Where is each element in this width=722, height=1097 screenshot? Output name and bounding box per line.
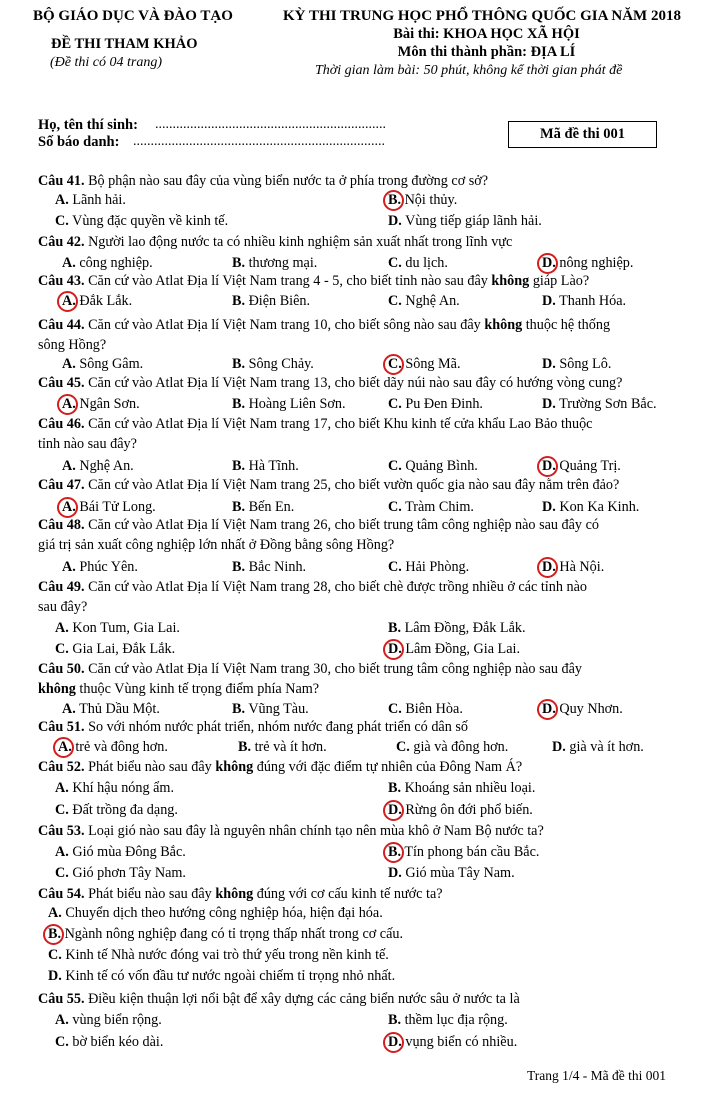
question-53-option-c[interactable] [55, 864, 186, 882]
question-52-number: Câu 52. [38, 759, 85, 775]
option-text: Sông Gâm. [79, 356, 144, 372]
option-letter: C. [55, 213, 69, 229]
option-text: thềm lục địa rộng. [404, 1012, 508, 1028]
option-letter: A. [62, 255, 76, 271]
option-text: trẻ và ít hơn. [254, 739, 327, 755]
question-48-number: Câu 48. [38, 517, 85, 533]
question-53-option-a[interactable] [55, 843, 186, 861]
question-46-stem [38, 415, 592, 433]
question-48-option-c[interactable] [388, 558, 469, 576]
option-letter: A. [55, 1012, 69, 1028]
answer-mark-circle [537, 456, 558, 477]
ministry-name: BỘ GIÁO DỤC VÀ ĐÀO TẠO [33, 8, 233, 24]
option-letter: B. [388, 1012, 402, 1028]
option-letter: B. [388, 780, 402, 796]
option-text: Trường Sơn Bắc. [559, 396, 657, 412]
question-45-option-c[interactable] [388, 395, 483, 413]
question-45-number: Câu 45. [38, 375, 85, 391]
option-text: Vùng tiếp giáp lãnh hải. [405, 213, 542, 229]
option-letter: C. [48, 947, 62, 963]
question-43-option-c[interactable] [388, 292, 460, 310]
question-54-option-d[interactable] [48, 967, 395, 985]
question-51-option-d[interactable] [552, 738, 644, 756]
option-letter: A. [62, 701, 76, 717]
option-letter: D. [388, 865, 402, 881]
question-54-option-c[interactable] [48, 946, 389, 964]
candidate-id-dots[interactable]: ........................................................................ [133, 134, 385, 149]
answer-mark-circle [383, 842, 404, 863]
option-letter: A. [55, 620, 69, 636]
question-41-option-a[interactable] [55, 191, 126, 209]
option-text: bờ biển kéo dài. [72, 1034, 164, 1050]
option-text: vụng biển có nhiều. [405, 1034, 518, 1050]
question-43-stem [38, 272, 589, 290]
answer-mark-circle [383, 800, 404, 821]
answer-mark-circle [383, 354, 404, 375]
question-55-stem [38, 990, 520, 1008]
option-text: Khí hậu nóng ẩm. [72, 780, 175, 796]
option-letter: D. [542, 356, 556, 372]
option-letter: B. [232, 499, 246, 515]
option-text: Vùng đặc quyền về kinh tế. [72, 213, 229, 229]
question-43-text-2: giáp Lào? [532, 273, 590, 289]
option-text: du lịch. [405, 255, 448, 271]
option-text: Thanh Hóa. [559, 293, 627, 309]
option-text: Hải Phòng. [405, 559, 470, 575]
question-42-option-c[interactable] [388, 254, 448, 272]
question-49-number: Câu 49. [38, 579, 85, 595]
option-text: Lãnh hải. [72, 192, 126, 208]
question-50-stem-line2 [38, 680, 319, 698]
option-letter: D. [542, 458, 556, 474]
option-letter: A. [62, 356, 76, 372]
question-44-text: Căn cứ vào Atlat Địa lí Việt Nam trang 10, cho biết sông nào sau đây [88, 317, 481, 333]
option-letter: A. [55, 192, 69, 208]
candidate-name-dots[interactable]: .................................................................. [155, 117, 386, 132]
question-45-option-b[interactable] [232, 395, 346, 413]
answer-mark-circle [57, 291, 78, 312]
option-letter: C. [55, 1034, 69, 1050]
option-letter: A. [58, 739, 72, 755]
option-letter: B. [388, 844, 402, 860]
question-41-option-c[interactable] [55, 212, 228, 230]
question-53-number: Câu 53. [38, 823, 85, 839]
option-letter: C. [396, 739, 410, 755]
question-41-option-d[interactable] [388, 212, 542, 230]
option-text: Kon Ka Kinh. [559, 499, 640, 515]
option-letter: C. [55, 802, 69, 818]
option-letter: B. [388, 192, 402, 208]
option-text: Vũng Tàu. [248, 701, 309, 717]
question-42-text: Người lao động nước ta có nhiều kinh nghiệm sản xuất nhất trong lĩnh vực [88, 234, 513, 250]
exam-label: Bài thi: KHOA HỌC XÃ HỘI [393, 26, 580, 42]
candidate-id-label: Số báo danh: [38, 134, 120, 150]
option-text: Điện Biên. [248, 293, 311, 309]
question-50-text-2: thuộc Vùng kinh tế trọng điểm phía Nam? [79, 681, 320, 697]
question-46-number: Câu 46. [38, 416, 85, 432]
question-44-number: Câu 44. [38, 317, 85, 333]
question-49-option-a[interactable] [55, 619, 180, 637]
option-letter: C. [388, 293, 402, 309]
option-letter: B. [232, 458, 246, 474]
question-51-option-c[interactable] [396, 738, 508, 756]
question-48-stem-line2: giá trị sản xuất công nghiệp lớn nhất ở Đồng bằng sông Hồng? [38, 537, 395, 553]
page-count: (Đề thi có 04 trang) [50, 55, 162, 70]
option-text: Ngân Sơn. [79, 396, 140, 412]
option-letter: C. [388, 396, 402, 412]
question-53-option-d[interactable] [388, 864, 515, 882]
question-43-emphasis: không [491, 273, 530, 289]
option-text: Nghệ An. [405, 293, 460, 309]
question-55-option-d[interactable] [388, 1033, 517, 1051]
question-54-stem [38, 885, 443, 903]
option-text: Ngành nông nghiệp đang có tỉ trọng thấp nhất trong cơ cấu. [64, 926, 404, 942]
option-text: Hoàng Liên Sơn. [248, 396, 346, 412]
question-46-text: Căn cứ vào Atlat Địa lí Việt Nam trang 17, cho biết Khu kinh tế cửa khẩu Lao Bảo thuộc [88, 416, 593, 432]
option-letter: B. [232, 255, 246, 271]
question-47-text: Căn cứ vào Atlat Địa lí Việt Nam trang 25, cho biết vườn quốc gia nào sau đây nằm trên đảo? [88, 477, 620, 493]
question-54-option-a[interactable] [48, 904, 383, 922]
question-44-option-b[interactable] [232, 355, 314, 373]
question-46-option-a[interactable] [62, 457, 134, 475]
option-letter: A. [55, 780, 69, 796]
question-49-option-d[interactable] [388, 640, 520, 658]
question-49-option-c[interactable] [55, 640, 175, 658]
answer-mark-circle [43, 924, 64, 945]
question-50-number: Câu 50. [38, 661, 85, 677]
option-text: Sông Chảy. [248, 356, 314, 372]
question-42-stem [38, 233, 512, 251]
option-letter: C. [388, 701, 402, 717]
option-text: Nội thủy. [404, 192, 458, 208]
answer-mark-circle [537, 699, 558, 720]
question-52-text-2: đúng với đặc điểm tự nhiên của Đông Nam Á? [256, 759, 523, 775]
question-46-option-b[interactable] [232, 457, 299, 475]
page-footer: Trang 1/4 - Mã đề thi 001 [527, 1068, 666, 1083]
option-text: Sông Lô. [559, 356, 612, 372]
question-54-emphasis: không [215, 886, 254, 902]
question-50-option-b[interactable] [232, 700, 309, 718]
option-letter: A. [48, 905, 62, 921]
option-letter: B. [232, 293, 246, 309]
option-text: Kinh tế có vốn đầu tư nước ngoài chiếm tỉ trọng nhỏ nhất. [65, 968, 396, 984]
option-letter: B. [388, 620, 402, 636]
option-text: Nghệ An. [79, 458, 134, 474]
question-51-option-b[interactable] [238, 738, 327, 756]
question-52-emphasis: không [215, 759, 254, 775]
question-47-option-c[interactable] [388, 498, 474, 516]
option-letter: D. [542, 499, 556, 515]
option-letter: C. [388, 255, 402, 271]
question-52-option-a[interactable] [55, 779, 174, 797]
question-53-stem [38, 822, 544, 840]
option-letter: A. [62, 499, 76, 515]
question-52-stem [38, 758, 522, 776]
exam-time: Thời gian làm bài: 50 phút, không kể thời gian phát đề [315, 63, 623, 78]
option-letter: D. [552, 739, 566, 755]
question-42-option-a[interactable] [62, 254, 153, 272]
option-text: Sông Mã. [405, 356, 461, 372]
question-46-option-c[interactable] [388, 457, 478, 475]
option-text: Biên Hòa. [405, 701, 463, 717]
option-text: Lâm Đồng, Đắk Lắk. [404, 620, 526, 636]
option-text: Kinh tế Nhà nước đóng vai trò thứ yếu trong nền kinh tế. [65, 947, 389, 963]
option-text: Thủ Dầu Một. [79, 701, 160, 717]
question-50-stem [38, 660, 582, 678]
option-letter: B. [232, 396, 246, 412]
question-47-number: Câu 47. [38, 477, 85, 493]
question-54-number: Câu 54. [38, 886, 85, 902]
option-letter: B. [48, 926, 62, 942]
exam-title: KỲ THI TRUNG HỌC PHỔ THÔNG QUỐC GIA NĂM 2018 [283, 8, 681, 24]
option-text: Hà Tĩnh. [248, 458, 299, 474]
question-54-text: Phát biểu nào sau đây [88, 886, 212, 902]
option-text: Quảng Bình. [405, 458, 478, 474]
question-51-number: Câu 51. [38, 719, 85, 735]
option-letter: A. [62, 559, 76, 575]
question-49-option-b[interactable] [388, 619, 526, 637]
question-55-option-a[interactable] [55, 1011, 162, 1029]
question-48-stem [38, 516, 599, 534]
option-text: Bắc Ninh. [248, 559, 307, 575]
option-text: già và ít hơn. [569, 739, 644, 755]
question-45-stem [38, 374, 622, 392]
option-letter: A. [62, 293, 76, 309]
question-44-emphasis: không [484, 317, 523, 333]
option-text: công nghiệp. [79, 255, 153, 271]
question-49-text: Căn cứ vào Atlat Địa lí Việt Nam trang 28, cho biết chè được trồng nhiều ở các tỉnh nào [88, 579, 587, 595]
answer-mark-circle [57, 394, 78, 415]
question-44-option-a[interactable] [62, 355, 143, 373]
question-41-text: Bộ phận nào sau đây của vùng biển nước ta ở phía trong đường cơ sở? [88, 173, 489, 189]
option-letter: D. [388, 641, 402, 657]
question-48-text: Căn cứ vào Atlat Địa lí Việt Nam trang 26, cho biết trung tâm công nghiệp nào sau đây có [88, 517, 599, 533]
question-48-option-b[interactable] [232, 558, 306, 576]
option-text: Gió mùa Đông Bắc. [72, 844, 186, 860]
option-letter: D. [48, 968, 62, 984]
question-44-option-d[interactable] [542, 355, 611, 373]
question-52-text: Phát biểu nào sau đây [88, 759, 212, 775]
option-letter: D. [542, 396, 556, 412]
question-44-stem [38, 316, 610, 334]
option-letter: C. [55, 641, 69, 657]
option-text: vùng biển rộng. [72, 1012, 162, 1028]
question-49-stem [38, 578, 587, 596]
option-text: Tràm Chim. [405, 499, 474, 515]
option-text: Gia Lai, Đắk Lắk. [72, 641, 176, 657]
option-letter: D. [388, 1034, 402, 1050]
option-text: Gió phơn Tây Nam. [72, 865, 186, 881]
answer-mark-circle [53, 737, 74, 758]
option-text: già và đông hơn. [413, 739, 509, 755]
option-letter: A. [55, 844, 69, 860]
question-41-stem [38, 172, 488, 190]
question-55-option-b[interactable] [388, 1011, 508, 1029]
option-letter: D. [388, 802, 402, 818]
option-letter: C. [388, 499, 402, 515]
option-text: nông nghiệp. [559, 255, 634, 271]
option-text: Bái Tử Long. [79, 499, 156, 515]
option-text: Tín phong bán cầu Bắc. [404, 844, 540, 860]
option-text: Lâm Đồng, Gia Lai. [405, 641, 520, 657]
option-text: Gió mùa Tây Nam. [405, 865, 515, 881]
answer-mark-circle [383, 190, 404, 211]
question-45-text: Căn cứ vào Atlat Địa lí Việt Nam trang 13, cho biết dãy núi nào sau đây có hướng vòng cung? [88, 375, 623, 391]
question-42-number: Câu 42. [38, 234, 85, 250]
option-letter: C. [388, 458, 402, 474]
question-55-option-c[interactable] [55, 1033, 163, 1051]
question-47-option-b[interactable] [232, 498, 294, 516]
question-50-emphasis: không [38, 681, 76, 697]
option-letter: C. [388, 559, 402, 575]
question-50-text: Căn cứ vào Atlat Địa lí Việt Nam trang 30, cho biết trung tâm công nghiệp nào sau đây [88, 661, 583, 677]
option-text: Quy Nhơn. [559, 701, 623, 717]
option-letter: D. [542, 293, 556, 309]
option-text: Chuyển dịch theo hướng công nghiệp hóa, hiện đại hóa. [65, 905, 383, 921]
option-letter: C. [55, 865, 69, 881]
question-54-text-2: đúng với cơ cấu kinh tế nước ta? [256, 886, 443, 902]
answer-mark-circle [537, 557, 558, 578]
option-text: Pu Đen Đinh. [405, 396, 483, 412]
question-44-stem-line2: sông Hồng? [38, 337, 107, 353]
option-text: Đất trồng đa dạng. [72, 802, 178, 818]
option-letter: D. [542, 255, 556, 271]
question-48-option-a[interactable] [62, 558, 138, 576]
question-41-number: Câu 41. [38, 173, 85, 189]
option-letter: B. [232, 356, 246, 372]
subject: Môn thi thành phần: ĐỊA LÍ [397, 44, 576, 60]
candidate-name-label: Họ, tên thí sinh: [38, 117, 138, 133]
option-text: Quảng Trị. [559, 458, 621, 474]
question-45-option-d[interactable] [542, 395, 657, 413]
question-42-option-b[interactable] [232, 254, 317, 272]
question-52-option-b[interactable] [388, 779, 535, 797]
option-text: Kon Tum, Gia Lai. [72, 620, 180, 636]
option-letter: B. [232, 701, 246, 717]
option-text: Hà Nội. [559, 559, 605, 575]
question-43-option-b[interactable] [232, 292, 310, 310]
option-text: Đắk Lắk. [79, 293, 133, 309]
option-letter: C. [388, 356, 402, 372]
option-text: Khoáng sản nhiều loại. [404, 780, 536, 796]
question-49-stem-line2: sau đây? [38, 599, 88, 615]
question-55-text: Điều kiện thuận lợi nổi bật để xây dựng các cảng biển nước sâu ở nước ta là [88, 991, 520, 1007]
option-letter: D. [388, 213, 402, 229]
question-46-stem-line2: tỉnh nào sau đây? [38, 436, 137, 452]
exam-code: Mã đề thi 001 [540, 126, 625, 142]
question-52-option-d[interactable] [388, 801, 533, 819]
question-47-option-d[interactable] [542, 498, 639, 516]
question-53-text: Loại gió nào sau đây là nguyên nhân chính tạo nên mùa khô ở Nam Bộ nước ta? [88, 823, 544, 839]
question-51-text: So với nhóm nước phát triển, nhóm nước đang phát triển có dân số [88, 719, 468, 735]
question-43-option-d[interactable] [542, 292, 626, 310]
answer-mark-circle [57, 497, 78, 518]
option-letter: A. [62, 396, 76, 412]
option-letter: B. [238, 739, 252, 755]
option-letter: D. [542, 701, 556, 717]
question-51-option-a[interactable] [58, 738, 168, 756]
question-53-option-b[interactable] [388, 843, 539, 861]
exam-type: ĐỀ THI THAM KHẢO [51, 36, 198, 52]
option-letter: D. [542, 559, 556, 575]
question-43-number: Câu 43. [38, 273, 85, 289]
option-text: Rừng ôn đới phổ biến. [405, 802, 533, 818]
question-50-option-c[interactable] [388, 700, 463, 718]
option-letter: B. [232, 559, 246, 575]
question-50-option-a[interactable] [62, 700, 160, 718]
question-55-number: Câu 55. [38, 991, 85, 1007]
question-43-text: Căn cứ vào Atlat Địa lí Việt Nam trang 4 - 5, cho biết tỉnh nào sau đây [88, 273, 488, 289]
option-text: thương mại. [248, 255, 318, 271]
question-44-text-2: thuộc hệ thống [525, 317, 611, 333]
question-52-option-c[interactable] [55, 801, 178, 819]
option-letter: A. [62, 458, 76, 474]
option-text: Bến En. [248, 499, 295, 515]
question-47-stem [38, 476, 619, 494]
answer-mark-circle [383, 1032, 404, 1053]
question-51-stem [38, 718, 468, 736]
answer-mark-circle [383, 639, 404, 660]
answer-mark-circle [537, 253, 558, 274]
option-text: trẻ và đông hơn. [75, 739, 168, 755]
question-54-option-b[interactable] [48, 925, 403, 943]
option-text: Phúc Yên. [79, 559, 138, 575]
